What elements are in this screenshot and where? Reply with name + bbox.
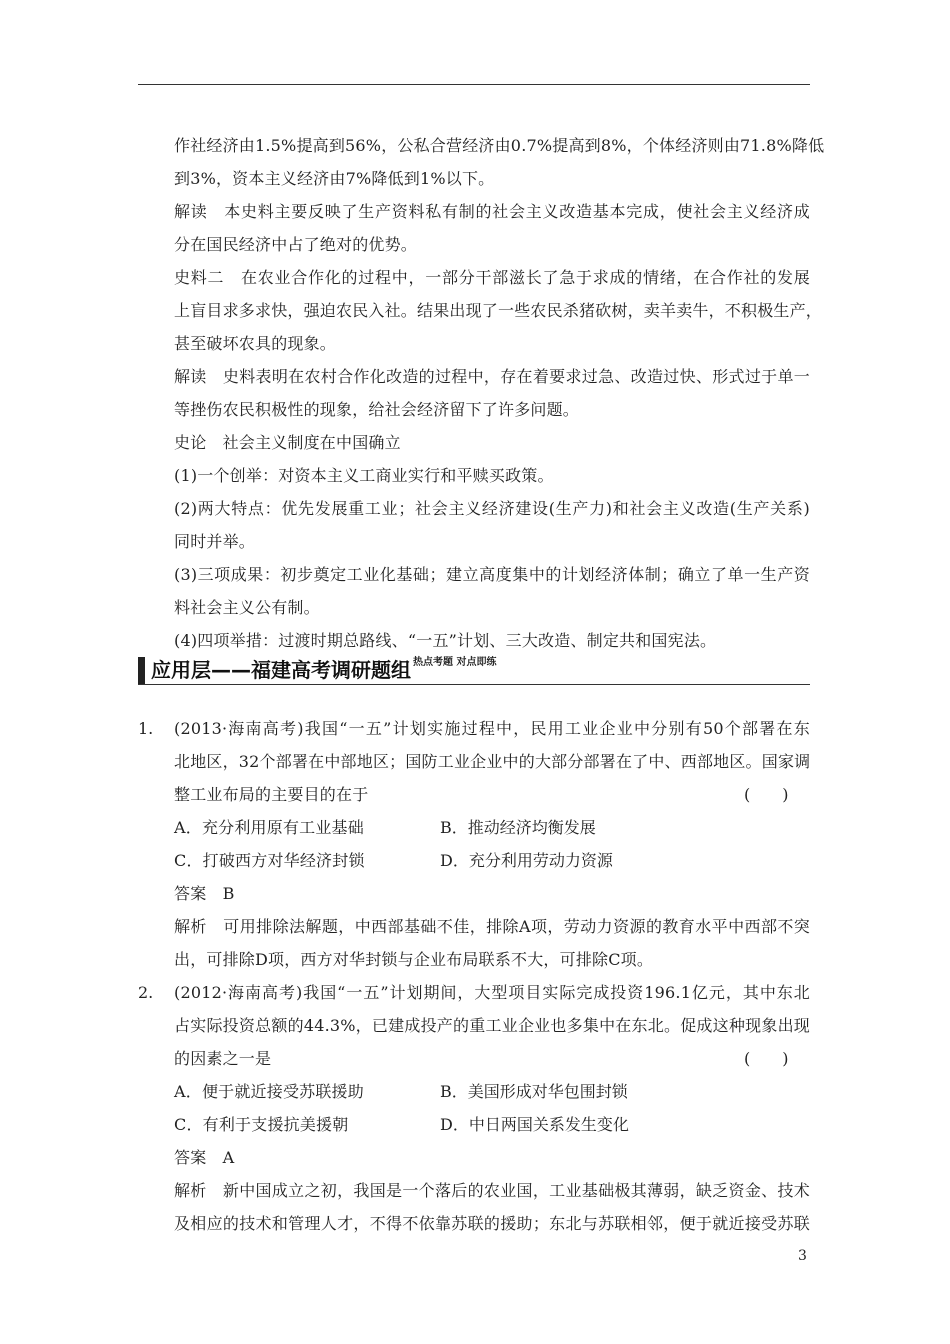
option-b: B．美国形成对华包围封锁 (440, 1082, 628, 1101)
option-a: A．充分利用原有工业基础 (174, 818, 364, 837)
text-line: 史料二 在农业合作化的过程中，一部分干部滋长了急于求成的情绪，在合作社的发展 (174, 268, 810, 287)
text-line: 甚至破坏农具的现象。 (174, 334, 337, 353)
option-d: D．充分利用劳动力资源 (440, 851, 613, 870)
text-line: (3)三项成果：初步奠定工业化基础；建立高度集中的计划经济体制；确立了单一生产资 (174, 565, 810, 584)
analysis-line: 及相应的技术和管理人才，不得不依靠苏联的援助；东北与苏联相邻，便于就近接受苏联 (174, 1214, 810, 1233)
text-line: (4)四项举措：过渡时期总路线、“一五”计划、三大改造、制定共和国宪法。 (174, 631, 717, 650)
question-stem: 占实际投资总额的44.3%，已建成投产的重工业企业也多集中在东北。促成这种现象出现 (174, 1016, 810, 1035)
question-stem: 北地区，32个部署在中部地区；国防工业企业中的大部分部署在了中、西部地区。国家调 (174, 752, 811, 771)
section-subtitle: 热点考题 对点即练 (413, 657, 497, 668)
question-number: 1. (138, 719, 154, 738)
answer-blank: ( ) (744, 785, 789, 804)
option-b: B．推动经济均衡发展 (440, 818, 596, 837)
option-c: C．打破西方对华经济封锁 (174, 851, 365, 870)
text-line: 作社经济由1.5%提高到56%，公私合营经济由0.7%提高到8%，个体经济则由71.8%降低 (174, 136, 825, 155)
section-marker (138, 657, 145, 684)
option-a: A．便于就近接受苏联援助 (174, 1082, 364, 1101)
text-line: 解读 史料表明在农村合作化改造的过程中，存在着要求过急、改造过快、形式过于单一 (174, 367, 810, 386)
analysis-line: 出，可排除D项，西方对华封锁与企业布局联系不大，可排除C项。 (174, 950, 654, 969)
text-line: 料社会主义公有制。 (174, 598, 320, 617)
answer-blank: ( ) (744, 1049, 789, 1068)
text-line: 等挫伤农民积极性的现象，给社会经济留下了许多问题。 (174, 400, 580, 419)
question-stem: (2012·海南高考)我国“一五”计划期间，大型项目实际完成投资196.1亿元，其中东北 (174, 983, 810, 1002)
text-line: 同时并举。 (174, 532, 256, 551)
option-c: C．有利于支援抗美援朝 (174, 1115, 349, 1134)
text-line: 上盲目求多求快，强迫农民入社。结果出现了一些农民杀猪砍树，卖羊卖牛，不积极生产， (174, 301, 823, 320)
text-line: (2)两大特点：优先发展重工业；社会主义经济建设(生产力)和社会主义改造(生产关系) (174, 499, 810, 518)
header-rule (138, 84, 810, 85)
answer-line: 答案 A (174, 1148, 235, 1167)
section-underline (138, 684, 810, 685)
section-header (138, 655, 810, 686)
analysis-line: 解析 可用排除法解题，中西部基础不佳，排除A项，劳动力资源的教育水平中西部不突 (174, 917, 810, 936)
text-line: 解读 本史料主要反映了生产资料私有制的社会主义改造基本完成，使社会主义经济成 (174, 202, 810, 221)
question-stem: 整工业布局的主要目的在于 (174, 785, 369, 804)
text-line: 分在国民经济中占了绝对的优势。 (174, 235, 418, 254)
question-stem: 的因素之一是 (174, 1049, 272, 1068)
option-d: D．中日两国关系发生变化 (440, 1115, 629, 1134)
section-title: 应用层——福建高考调研题组 (151, 658, 411, 682)
question-stem: (2013·海南高考)我国“一五”计划实施过程中，民用工业企业中分别有50个部署在东 (174, 719, 810, 738)
question-number: 2. (138, 983, 154, 1002)
page-number: 3 (798, 1248, 807, 1264)
text-line: 史论 社会主义制度在中国确立 (174, 433, 401, 452)
text-line: (1)一个创举：对资本主义工商业实行和平赎买政策。 (174, 466, 554, 485)
analysis-line: 解析 新中国成立之初，我国是一个落后的农业国，工业基础极其薄弱，缺乏资金、技术 (174, 1181, 810, 1200)
text-line: 到3%，资本主义经济由7%降低到1%以下。 (174, 169, 495, 188)
answer-line: 答案 B (174, 884, 235, 903)
